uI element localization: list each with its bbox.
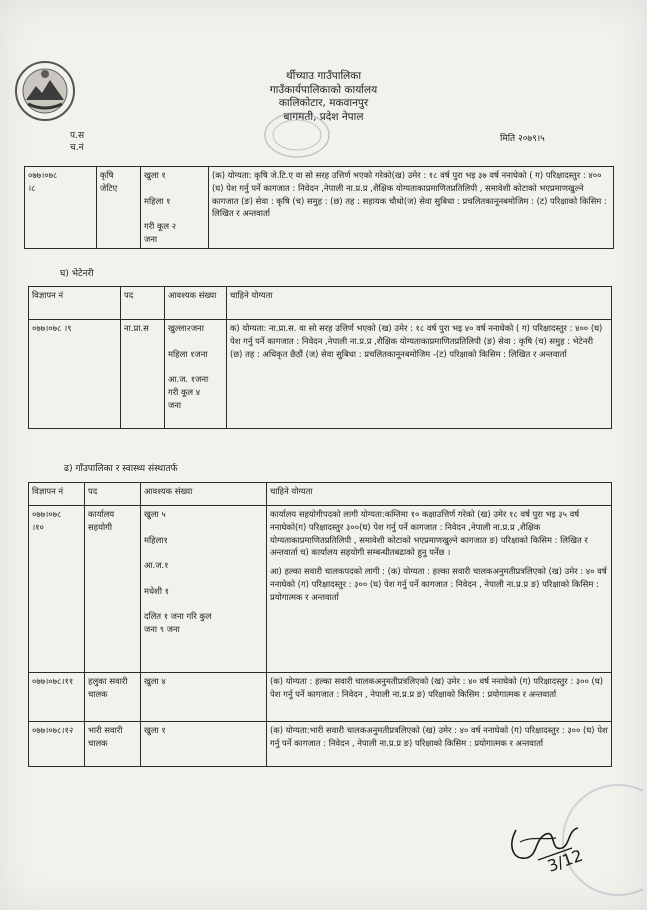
table-header-row	[29, 483, 612, 506]
ad-number: ०७७।०७८ ।१०	[29, 506, 85, 673]
section-veterinary-heading: घ) भेटेनरी	[60, 269, 94, 279]
table-row	[29, 506, 612, 673]
table-header-row	[29, 287, 612, 320]
qualification-text: कार्यालय सहयोगीपदको लागी योग्यता:कम्तिमा १० कक्षाउत्तिर्ण गरेको (ख) उमेर १८ वर्ष पुरा भइ ३५ वर्ष ननाघेको(ग) परिक्षादस्तुर ३००(घ) पेश गर्नु पर्ने कागजात : निवेदन ,नेपाली ना.प्र.प्र ,शैक्षिक योग्यताकाप्रमाणितप्रतिलिपी , समावेशी कोटाको भएप्रमाणखुल्ने कागजात ङ) परिक्षाको किसिम : लिखित र अन्तवार्ता च) कार्यालय सहयोगी सम्बन्धीतबढाको हुनु पर्नेछ ।	[270, 509, 588, 558]
post-name: कार्यालय सहयोगी	[85, 506, 141, 673]
ad-number: ०७७।०७८ ।९	[29, 320, 121, 429]
table-row	[29, 320, 612, 429]
header-post: पद	[85, 483, 141, 506]
required-quota: खुला १ महिला १ गरी कूल २ जना	[141, 167, 209, 249]
qualification-text: (क) योग्यता: कृषि जे.टि.ए वा सो सरह उत्तिर्ण भएको गरेको(ख) उमेर : १८ वर्ष पुरा भइ ३७ वर्ष ननाघेको ( ग) परिक्षादस्तुर : ४०० (घ) पेश गर्नु पर्ने कागजात : निवेदन ,नेपाली ना.प्र.प्र ,शैक्षिक योग्यताकाप्रमाणितप्रतिलिपी , समावेशी कोटाको भएप्रमाणखुल्ने कागजात (ङ) सेवा : कृषि (च) समुह : (छ) तह : सहायक चौथो(ज) सेवा सुबिधा : प्रचलितकानूनबमोजिम : (ट) परिक्षाको किसिम : लिखित र अन्तवार्ता	[209, 167, 614, 249]
header-line-4: बागमती, प्रदेश नेपाल	[283, 110, 364, 123]
header-quota: आवश्यक संख्या	[141, 483, 267, 506]
date-label: मिति २०७९।५	[500, 134, 545, 144]
qualification-cell	[267, 506, 612, 673]
header-qualification: चाहिने योग्यता	[267, 483, 612, 506]
qualification-text: (क) योग्यता:भारी सवारी चालकअनुमतीप्रत्रलिएको (ख) उमेर : ४० वर्ष ननाघेको (ग) परिक्षादस्तुर : ३०० (घ) पेश गर्नु पर्ने कागजात : निवेदन , नेपाली ना.प्र.प्र ङ) परिक्षाको किसिम : प्रयोगात्मक र अन्तवार्ता	[267, 722, 612, 767]
header-line-1: र्थीच्याउ गाउँपालिका	[285, 70, 362, 82]
table-municipality-health	[28, 482, 612, 767]
required-quota: खुला १	[141, 722, 267, 767]
ad-number: ०७७।०७८।११	[29, 673, 85, 722]
post-name: कृषि जेटिए	[97, 167, 141, 249]
qualification-text: (क) योग्यता : हल्का सवारी चालकअनुमतीप्रत्रलिएको (ख) उमेर : ४० वर्ष ननाघेको (ग) परिक्षादस्तुर : ३०० (घ) पेश गर्नु पर्ने कागजात : निवेदन , नेपाली ना.प्र.प्र ङ) परिक्षाको किसिम : प्रयोगात्मक र अन्तवार्ता	[267, 673, 612, 722]
office-stamp	[262, 110, 332, 160]
header-post: पद	[121, 287, 165, 320]
signature-date-text: 3/12	[544, 845, 586, 876]
reference-numbers	[70, 130, 84, 154]
section-health-heading: ढ) गाँउपालिका र स्वास्थ्य संस्थातर्फ	[64, 464, 178, 474]
handwritten-signature	[498, 790, 590, 900]
header-ad-number: विज्ञापन नं	[29, 483, 85, 506]
post-name: भारी सवारी चालक	[85, 722, 141, 767]
qualification-text: क) योग्यता: ना.प्रा.स. वा सो सरह उत्तिर्ण भएको (ख) उमेर : १८ वर्ष पुरा भइ ४० वर्ष ननाघेको ( ग) परिक्षादस्तुर : ४०० (घ) पेश गर्नु पर्ने कागजात : निवेदन ,नेपाली ना.प्र.प्र ,शैक्षिक योग्यताकाप्रमाणितप्रतिलिपी (ङ) सेवा : कृषि (च) समुह : भेटेनरी (छ) तह : अधिकृत छैठौं (ज) सेवा सुबिधा : प्रचलितकानूनबमोजिम -(ट) परिक्षाको किसिम : लिखित र अन्तवार्ता	[227, 320, 612, 429]
qualification-text-secondary: आ) हल्का सवारी चालकपदको लागी : (क) योग्यता : हल्का सवारी चालकअनुमतीप्रत्रलिएको (ख) उमेर : ४० वर्ष ननाघेको (ग) परिक्षादस्तुर : ३०० (घ) पेश गर्नु पर्ने कागजात : निवेदन , नेपाली ना.प्र.प्र ङ) परिक्षाको किसिम : प्रयोगात्मक र अन्तवार्ता	[270, 566, 607, 602]
header-quota: आवश्यक संख्या	[165, 287, 227, 320]
table-veterinary	[28, 286, 612, 429]
post-name: हलुका सवारी चालक	[85, 673, 141, 722]
header-line-3: कालिकोटार, मकवानपुर	[278, 97, 369, 109]
cha-na-label: च.नं	[70, 143, 84, 153]
required-quota: खुला ४	[141, 673, 267, 722]
required-quota: खुला ५ महिला१ आ.ज.१ मधेशी १ दलित १ जना गरि कुल जना ९ जना	[141, 506, 267, 673]
header-ad-number: विज्ञापन नं	[29, 287, 121, 320]
post-name: ना.प्रा.स	[121, 320, 165, 429]
table-row	[29, 722, 612, 767]
table-row	[29, 673, 612, 722]
table-row	[25, 167, 614, 249]
header-qualification: चाहिने योग्यता	[227, 287, 612, 320]
required-quota: खुल्ला२जना महिला १जना आ.ज. १जना गरी कूल ४ जना	[165, 320, 227, 429]
ad-number: ०७७।०७८ ।८	[25, 167, 97, 249]
ad-number: ०७७।०७८।१२	[29, 722, 85, 767]
table-agriculture	[24, 166, 614, 249]
pa-sa-label: प.स	[70, 131, 85, 141]
header-line-2: गाउँकार्यपालिकाको कार्यालय	[269, 83, 378, 96]
